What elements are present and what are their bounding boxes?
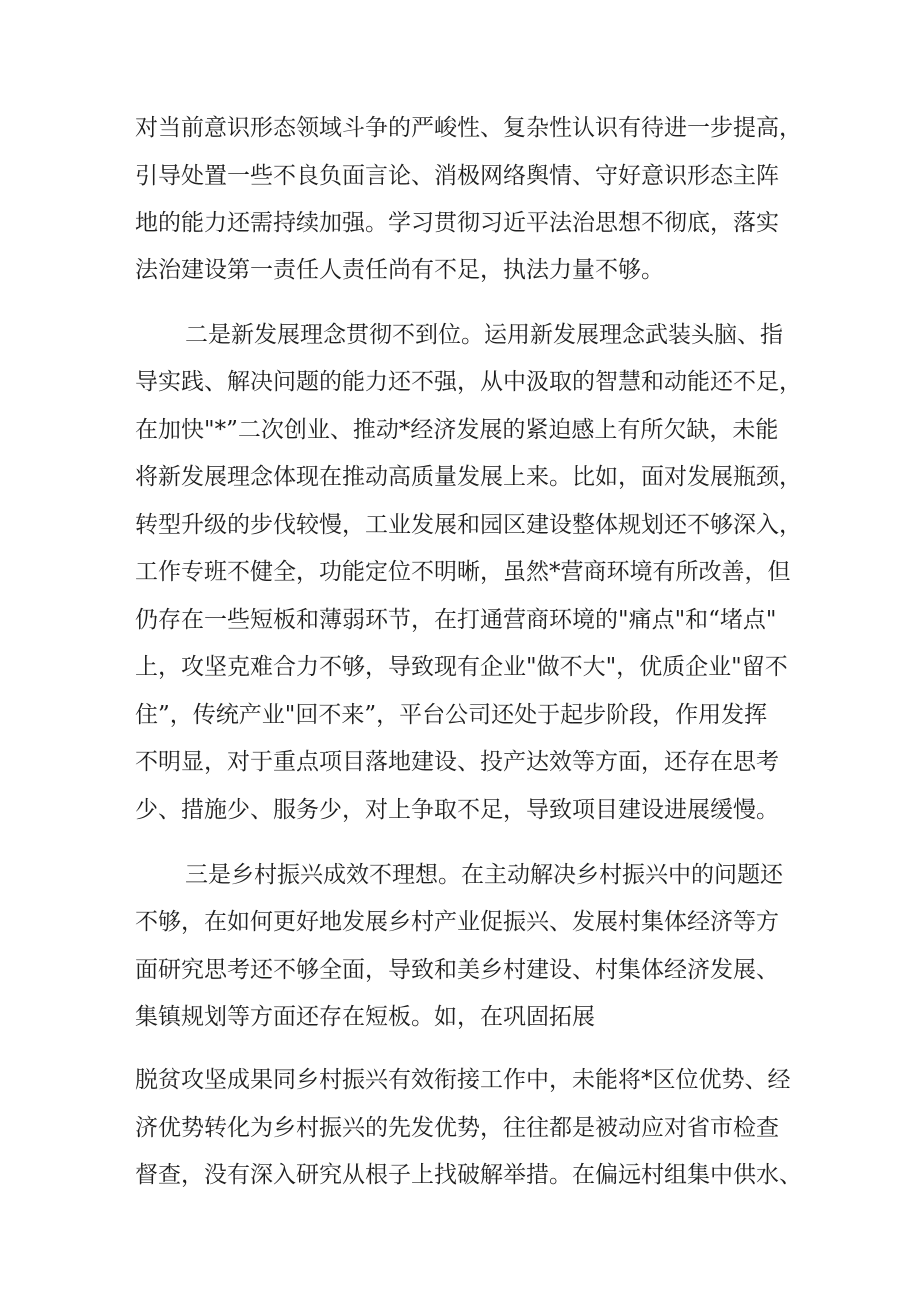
text-line: 工作专班不健全，功能定位不明晰，虽然*营商环境有所改善，但 <box>135 559 791 585</box>
text-line: 对当前意识形态领域斗争的严峻性、复杂性认识有待进一步提高， <box>135 115 802 141</box>
text-line: 面研究思考还不够全面，导致和美乡村建设、村集体经济发展、 <box>135 957 779 983</box>
text-line: 地的能力还需持续加强。学习贯彻习近平法治思想不彻底，落实 <box>135 210 779 236</box>
text-line: 导实践、解决问题的能力还不强，从中汲取的智慧和动能还不足， <box>135 369 802 395</box>
text-line: 济优势转化为乡村振兴的先发优势，往往都是被动应对省市检查 <box>135 1115 779 1141</box>
paragraph-heading-2: 二是新发展理念贯彻不到位。运用新发展理念武装头脑、指 <box>185 322 783 348</box>
text-line: 督查，没有深入研究从根子上找破解举措。在偏远村组集中供水、 <box>135 1162 802 1188</box>
text-line: 住”，传统产业"回不来”，平台公司还处于起步阶段，作用发挥 <box>135 702 768 728</box>
text-line: 不够，在如何更好地发展乡村产业促振兴、发展村集体经济等方 <box>135 909 779 935</box>
text-line: 少、措施少、服务少，对上争取不足，导致项目建设进展缓慢。 <box>135 797 779 823</box>
text-line: 仍存在一些短板和薄弱环节，在打通营商环境的"痛点"和“堵点" <box>135 607 777 633</box>
text-line: 上，攻坚克难合力不够，导致现有企业"做不大"，优质企业"留不 <box>135 654 788 680</box>
text-line: 法治建设第一责任人责任尚有不足，执法力量不够。 <box>135 257 664 283</box>
text-line: 脱贫攻坚成果同乡村振兴有效衔接工作中，未能将*区位优势、经 <box>135 1067 791 1093</box>
text-line: 转型升级的步伐较慢，工业发展和园区建设整体规划还不够深入， <box>135 512 802 538</box>
paragraph-heading-3: 三是乡村振兴成效不理想。在主动解决乡村振兴中的问题还 <box>185 862 783 888</box>
text-line: 将新发展理念体现在推动高质量发展上来。比如，面对发展瓶颈， <box>135 464 802 490</box>
text-line: 集镇规划等方面还存在短板。如，在巩固拓展 <box>135 1004 595 1030</box>
text-line: 不明显，对于重点项目落地建设、投产达效等方面，还存在思考 <box>135 749 779 775</box>
text-line: 引导处置一些不良负面言论、消极网络舆情、守好意识形态主阵 <box>135 163 779 189</box>
text-line: 在加快"*”二次创业、推动*经济发展的紧迫感上有所欠缺，未能 <box>135 417 779 443</box>
